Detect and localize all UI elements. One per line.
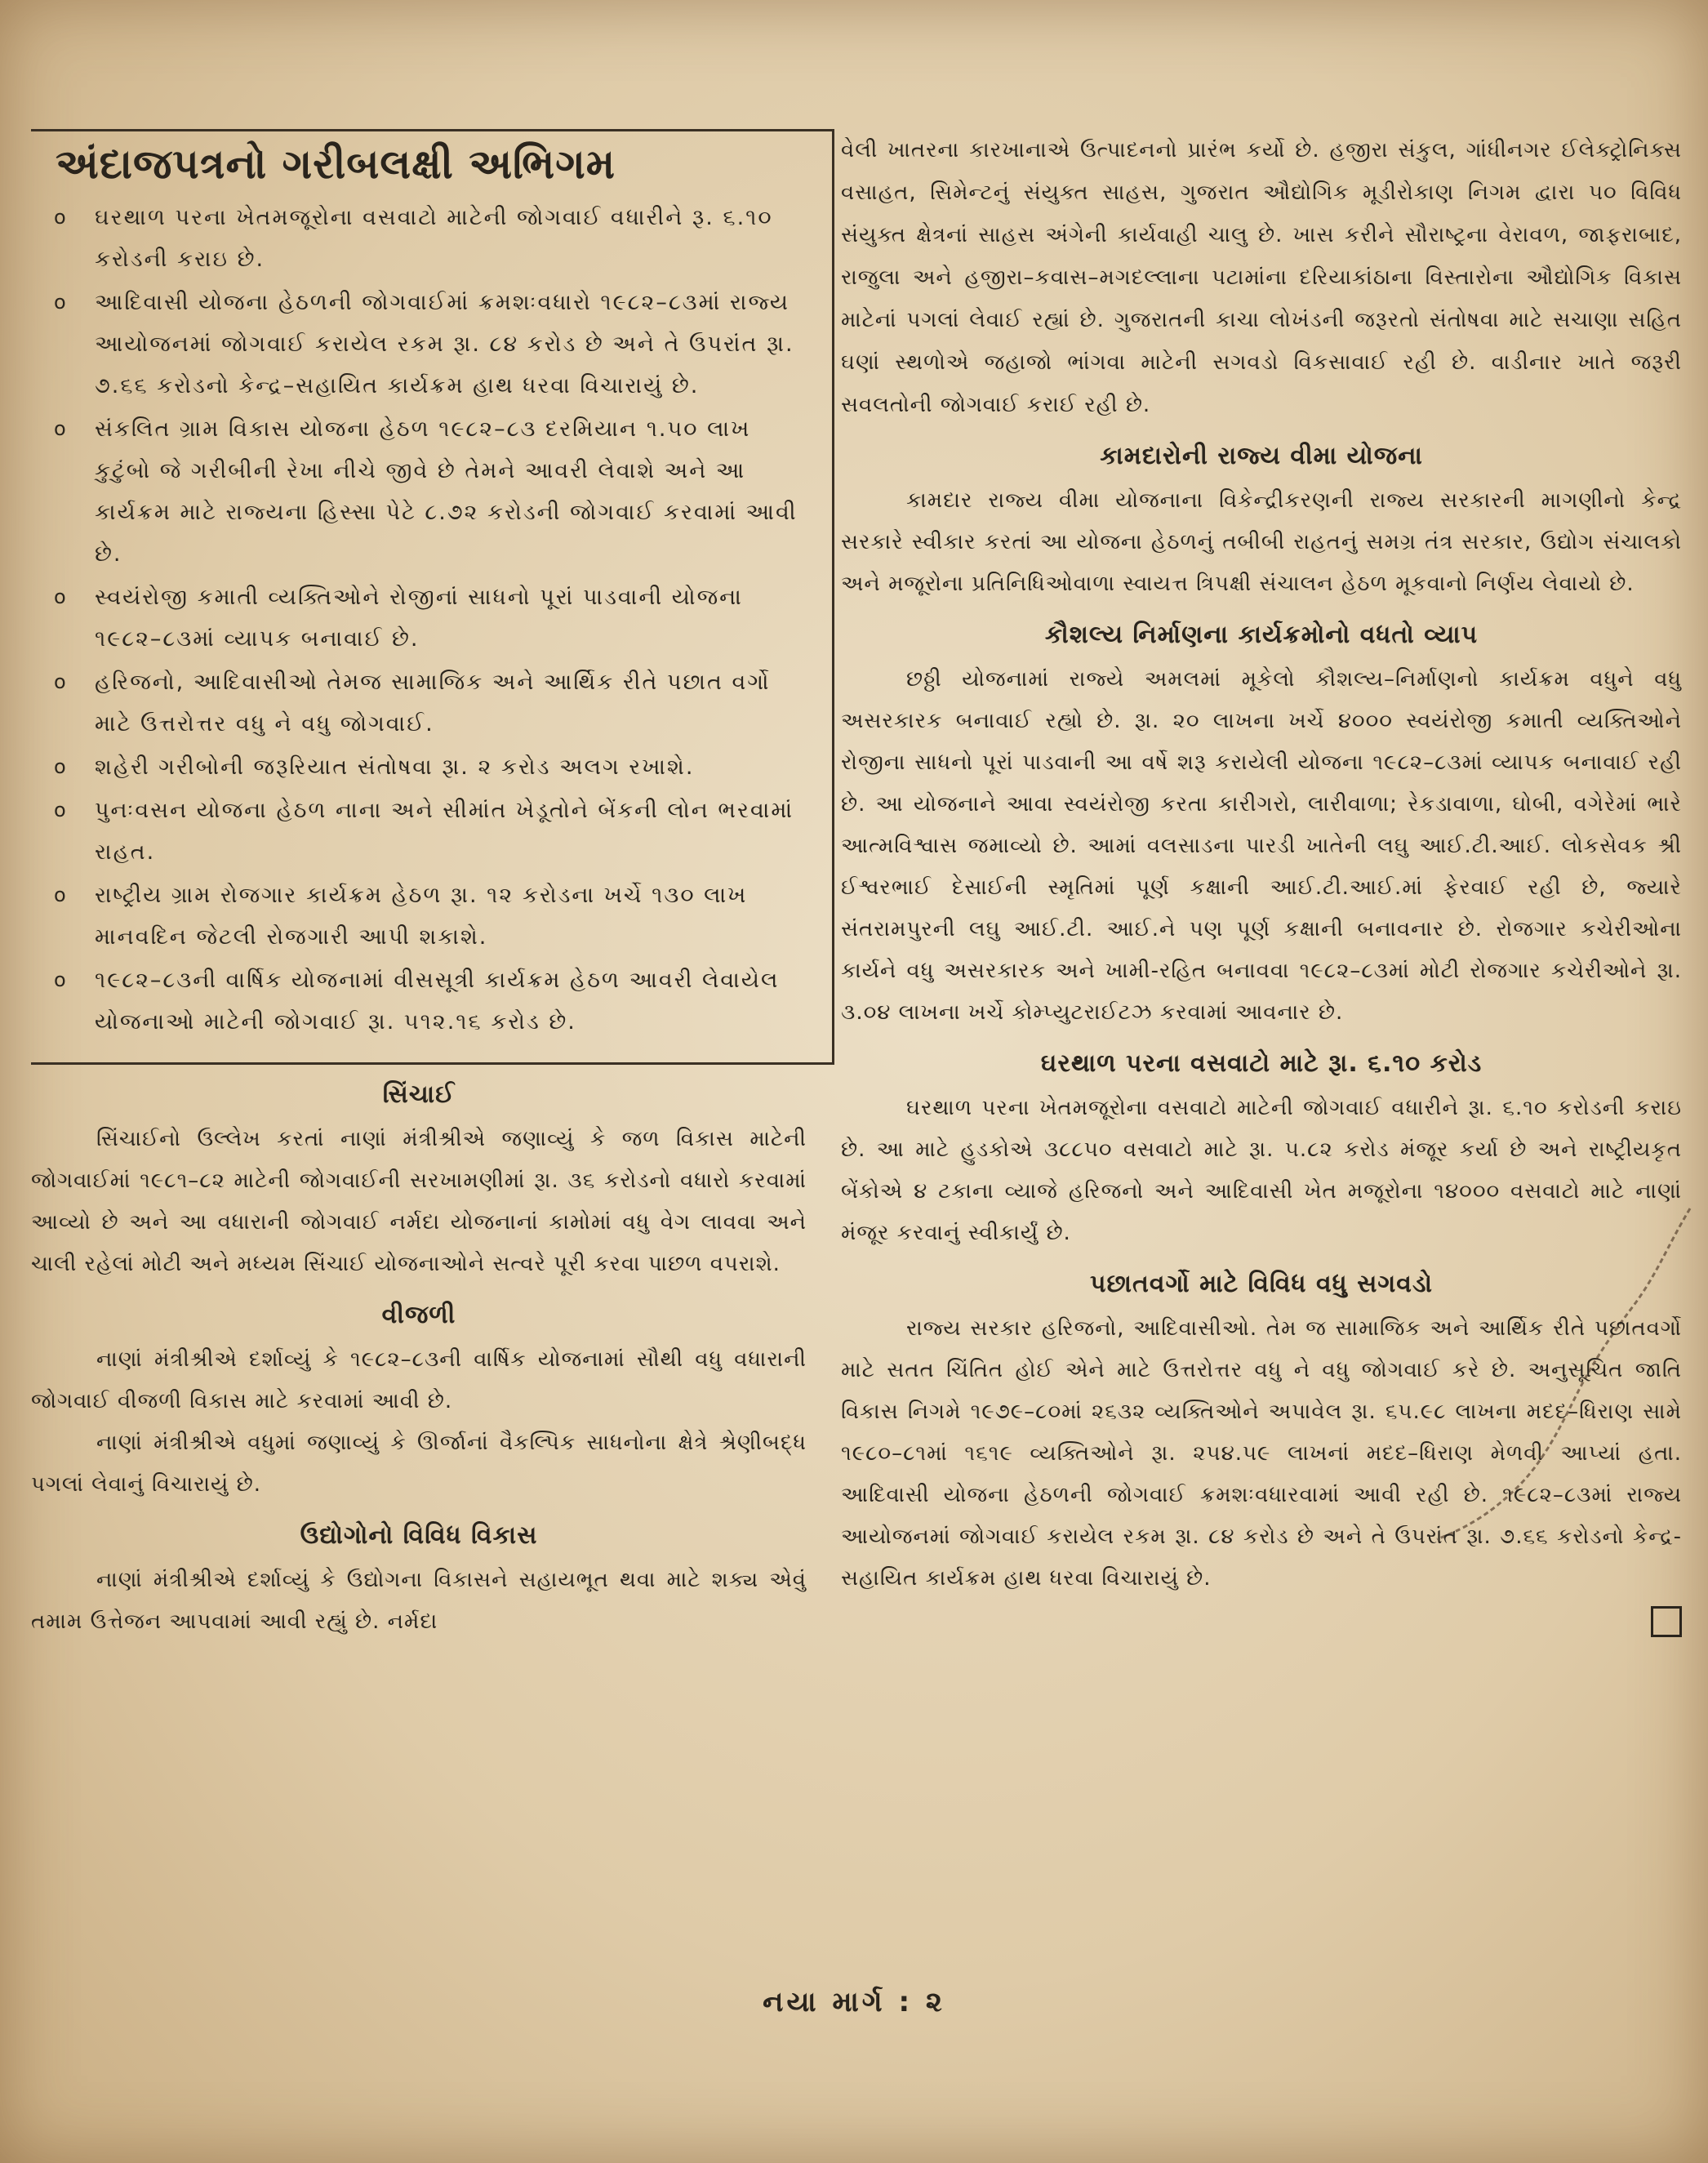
section-heading: ઉદ્યોગોનો વિવિધ વિકાસ xyxy=(300,1521,538,1550)
section-heading: કામદારોની રાજ્ય વીમા યોજના xyxy=(1100,442,1423,470)
section-electricity xyxy=(31,1297,807,1506)
section-paragraph: કામદાર રાજ્ય વીમા યોજનાના વિકેન્દ્રીકરણની રાજ્ય સરકારની માગણીનો કેન્દ્ર સરકારે સ્વીકાર કરતાં આ યોજના હેઠળનું તબીબી રાહતનું સમગ્ર તંત્ર સરકાર, ઉદ્યોગ સંચાલકો અને મજૂરોના પ્રતિનિધિઓવાળા સ્વાયત્ત ત્રિપક્ષી સંચાલન હેઠળ મૂકવાનો નિર્ણય લેવાયો છે. xyxy=(841,488,1682,596)
section-paragraph: નાણાં મંત્રીશ્રીએ દર્શાવ્યું કે ૧૯૮૨–૮૩ની વાર્ષિક યોજનામાં સૌથી વધુ વધારાની જોગવાઈ વીજળી વિકાસ માટે કરવામાં આવી છે. xyxy=(31,1347,807,1413)
list-item xyxy=(47,408,811,575)
bullet-icon: o xyxy=(54,968,68,991)
list-item xyxy=(47,746,811,788)
section-paragraph: ઘરથાળ પરના ખેતમજૂરોના વસવાટો માટેની જોગવાઈ વધારીને રૂા. ૬.૧૦ કરોડની કરાઇ છે. આ માટે હુડકોએ ૩૮૮૫૦ વસવાટો માટે રૂા. ૫.૮૨ કરોડ મંજૂર કર્યા છે અને રાષ્ટ્રીયકૃત બેંકોએ ૪ ટકાના વ્યાજે હરિજનો અને આદિવાસી ખેત મજૂરોના ૧૪૦૦૦ વસવાટો માટે નાણાં મંજૂર કરવાનું સ્વીકાર્યું છે. xyxy=(841,1096,1682,1245)
left-column xyxy=(31,129,807,1643)
bullet-icon: o xyxy=(54,585,68,608)
page-footer: નયા માર્ગ : ૨ xyxy=(763,1986,945,2018)
section-heading: પછાતવર્ગો માટે વિવિધ વધુ સગવડો xyxy=(1090,1270,1433,1298)
intro-paragraph: વેલી ખાતરના કારખાનાએ ઉત્પાદનનો પ્રારંભ કર્યો છે. હજીરા સંકુલ, ગાંધીનગર ઈલેક્ટ્રોનિક્સ વસાહત, સિમેન્ટનું સંયુક્ત સાહસ, ગુજરાત ઔદ્યોગિક મૂડીરોકાણ નિગમ દ્વારા ૫૦ વિવિધ સંયુક્ત ક્ષેત્રનાં સાહસ અંગેની કાર્યવાહી ચાલુ છે. ખાસ કરીને સૌરાષ્ટ્રના વેરાવળ, જાફરાબાદ, રાજુલા અને હજીરા–કવાસ–મગદલ્લાના પટામાંના દરિયાકાંઠાના વિસ્તારોના ઔદ્યોગિક વિકાસ માટેનાં પગલાં લેવાઈ રહ્યાં છે. ગુજરાતની કાચા લોખંડની જરૂરતો સંતોષવા માટે સચાણા સહિત ઘણાં સ્થળોએ જહાજો ભાંગવા માટેની સગવડો વિકસાવાઈ રહી છે. વાડીનાર ખાતે જરૂરી સવલતોની જોગવાઈ કરાઈ રહી છે. xyxy=(841,138,1682,417)
list-item-text: સંકલિત ગ્રામ વિકાસ યોજના હેઠળ ૧૯૮૨–૮૩ દરમિયાન ૧.૫૦ લાખ કુટુંબો જે ગરીબીની રેખા નીચે જીવે છે તેમને આવરી લેવાશે અને આ કાર્યક્રમ માટે રાજ્યના હિસ્સા પેટે ૮.૭૨ કરોડની જોગવાઈ કરવામાં આવી છે. xyxy=(95,416,798,567)
bullet-icon: o xyxy=(54,670,68,693)
bullet-icon: o xyxy=(54,883,68,906)
list-item-text: પુનઃવસન યોજના હેઠળ નાના અને સીમાંત ખેડૂતોને બેંકની લોન ભરવામાં રાહત. xyxy=(95,798,794,865)
section-skill-development xyxy=(841,616,1682,1034)
right-column xyxy=(841,129,1682,1637)
list-item-text: આદિવાસી યોજના હેઠળની જોગવાઈમાં ક્રમશઃવધારો ૧૯૮૨–૮૩માં રાજ્ય આયોજનમાં જોગવાઈ કરાયેલ રકમ રૂા. ૮૪ કરોડ છે અને તે ઉપરાંત રૂા. ૭.૬૬ કરોડનો કેન્દ્ર–સહાયિત કાર્યક્રમ હાથ ધરવા વિચારાયું છે. xyxy=(95,290,794,398)
list-item-text: હરિજનો, આદિવાસીઓ તેમજ સામાજિક અને આર્થિક રીતે પછાત વર્ગો માટે ઉત્તરોત્તર વધુ ને વધુ જોગવાઈ. xyxy=(95,670,771,737)
section-esi-scheme xyxy=(841,438,1682,605)
section-paragraph: નાણાં મંત્રીશ્રીએ દર્શાવ્યું કે ઉદ્યોગના વિકાસને સહાયભૂત થવા માટે શક્ય એવું તમામ ઉત્તેજન આપવામાં આવી રહ્યું છે. નર્મદા xyxy=(31,1568,807,1634)
list-item-text: શહેરી ગરીબોની જરૂરિયાત સંતોષવા રૂા. ૨ કરોડ અલગ રખાશે. xyxy=(95,754,695,780)
box-list xyxy=(47,197,811,1043)
section-housing xyxy=(841,1045,1682,1254)
box-title: અંદાજપત્રનો ગરીબલક્ષી અભિગમ xyxy=(56,140,616,188)
list-item xyxy=(47,959,811,1043)
section-irrigation xyxy=(31,1076,807,1285)
list-item xyxy=(47,661,811,745)
section-heading: કૌશલ્ય નિર્માણના કાર્યક્રમોનો વધતો વ્યાપ xyxy=(1044,621,1479,649)
list-item xyxy=(47,576,811,660)
bullet-icon: o xyxy=(54,291,68,314)
list-item xyxy=(47,197,811,280)
section-paragraph: છઠ્ઠી યોજનામાં રાજ્યે અમલમાં મૂકેલો કૌશલ્ય–નિર્માણનો કાર્યક્રમ વધુને વધુ અસરકારક બનાવાઈ રહ્યો છે. રૂા. ૨૦ લાખના ખર્ચે ૪૦૦૦ સ્વયંરોજી કમાતી વ્યક્તિઓને રોજીના સાધનો પૂરાં પાડવાની આ વર્ષે શરૂ કરાયેલી યોજના ૧૯૮૨–૮૩માં વ્યાપક બનાવાઈ રહી છે. આ યોજનાને આવા સ્વયંરોજી કરતા કારીગરો, લારીવાળા; રેકડાવાળા, ઘોબી, વગેરેમાં ભારે આત્મવિશ્વાસ જમાવ્યો છે. આમાં વલસાડના પારડી ખાતેની લઘુ આઈ.ટી.આઈ. લોકસેવક શ્રી ઈશ્વરભાઈ દેસાઈની સ્મૃતિમાં પૂર્ણ કક્ષાની આઈ.ટી.આઈ.માં ફેરવાઈ રહી છે, જ્યારે સંતરામપુરની લઘુ આઈ.ટી. આઈ.ને પણ પૂર્ણ કક્ષાની બનાવનાર છે. રોજગાર કચેરીઓના કાર્યને વધુ અસરકારક અને ખામી-રહિત બનાવવા ૧૯૮૨–૮૩માં મોટી રોજગાર કચેરીઓને રૂા. ૩.૦૪ લાખના ખર્ચે કોમ્પ્યુટરાઈટઝ કરવામાં આવનાર છે. xyxy=(841,667,1682,1025)
section-paragraph: નાણાં મંત્રીશ્રીએ વધુમાં જણાવ્યું કે ઊર્જાનાં વૈકલ્પિક સાધનોના ક્ષેત્રે શ્રેણીબદ્ધ પગલાં લેવાનું વિચારાયું છે. xyxy=(31,1431,807,1497)
list-item-text: ઘરથાળ પરના ખેતમજૂરોના વસવાટો માટેની જોગવાઈ વધારીને રૂ. ૬.૧૦ કરોડની કરાઇ છે. xyxy=(95,205,773,272)
section-industry xyxy=(31,1517,807,1643)
section-paragraph: રાજ્ય સરકાર હરિજનો, આદિવાસીઓ. તેમ જ સામાજિક અને આર્થિક રીતે પછાતવર્ગો માટે સતત ચિંતિત હોઈ એને માટે ઉત્તરોત્તર વધુ ને વધુ જોગવાઈ કરે છે. અનુસૂચિત જાતિ વિકાસ નિગમે ૧૯૭૯–૮૦માં ૨૬૩૨ વ્યક્તિઓને અપાવેલ રૂા. ૬૫.૯૮ લાખના મદદ–ધિરાણ સામે ૧૯૮૦–૮૧માં ૧૬૧૯ વ્યક્તિઓને રૂા. ૨૫૪.૫૯ લાખનાં મદદ–ધિરાણ મેળવી આપ્યાં હતા. આદિવાસી યોજના હેઠળની જોગવાઈ ક્રમશઃવધારવામાં આવી રહી છે. ૧૯૮૨–૮૩માં રાજ્ય આયોજનમાં જોગવાઈ કરાયેલ રકમ રૂા. ૮૪ કરોડ છે અને તે ઉપરાંત રૂા. ૭.૬૬ કરોડનો કેન્દ્ર-સહાયિત કાર્યક્રમ હાથ ધરવા વિચારાયું છે. xyxy=(841,1316,1682,1591)
highlights-box xyxy=(31,129,834,1065)
section-heading: ઘરથાળ પરના વસવાટો માટે રૂા. ૬.૧૦ કરોડ xyxy=(1040,1049,1483,1078)
list-item-text: રાષ્ટ્રીય ગ્રામ રોજગાર કાર્યક્રમ હેઠળ રૂા. ૧૨ કરોડના ખર્ચે ૧૩૦ લાખ માનવદિન જેટલી રોજગારી આપી શકાશે. xyxy=(95,883,748,950)
list-item xyxy=(47,282,811,407)
list-item-text: સ્વયંરોજી કમાતી વ્યક્તિઓને રોજીનાં સાધનો પૂરાં પાડવાની યોજના ૧૯૮૨–૮૩માં વ્યાપક બનાવાઈ છે. xyxy=(95,585,743,652)
end-of-article-icon xyxy=(1651,1606,1682,1637)
bullet-icon: o xyxy=(54,417,68,440)
section-paragraph: સિંચાઈનો ઉલ્લેખ કરતાં નાણાં મંત્રીશ્રીએ જણાવ્યું કે જળ વિકાસ માટેની જોગવાઈમાં ૧૯૮૧–૮૨ માટેની જોગવાઈની સરખામણીમાં રૂા. ૩૬ કરોડનો વધારો કરવામાં આવ્યો છે અને આ વધારાની જોગવાઈ નર્મદા યોજનાનાં કામોમાં વધુ વેગ લાવવા અને ચાલી રહેલાં મોટી અને મધ્યમ સિંચાઈ યોજનાઓને સત્વરે પૂરી કરવા પાછળ વપરાશે. xyxy=(31,1127,807,1276)
section-heading: સિંચાઈ xyxy=(382,1080,456,1109)
bullet-icon: o xyxy=(54,755,68,778)
list-item xyxy=(47,875,811,958)
bullet-icon: o xyxy=(54,799,68,821)
list-item-text: ૧૯૮૨–૮૩ની વાર્ષિક યોજનામાં વીસસૂત્રી કાર્યક્રમ હેઠળ આવરી લેવાયેલ યોજનાઓ માટેની જોગવાઈ રૂા. ૫૧૨.૧૬ કરોડ છે. xyxy=(95,968,780,1035)
list-item xyxy=(47,790,811,873)
section-backward-classes xyxy=(841,1266,1682,1600)
bullet-icon: o xyxy=(54,206,68,229)
section-heading: વીજળી xyxy=(381,1301,456,1329)
